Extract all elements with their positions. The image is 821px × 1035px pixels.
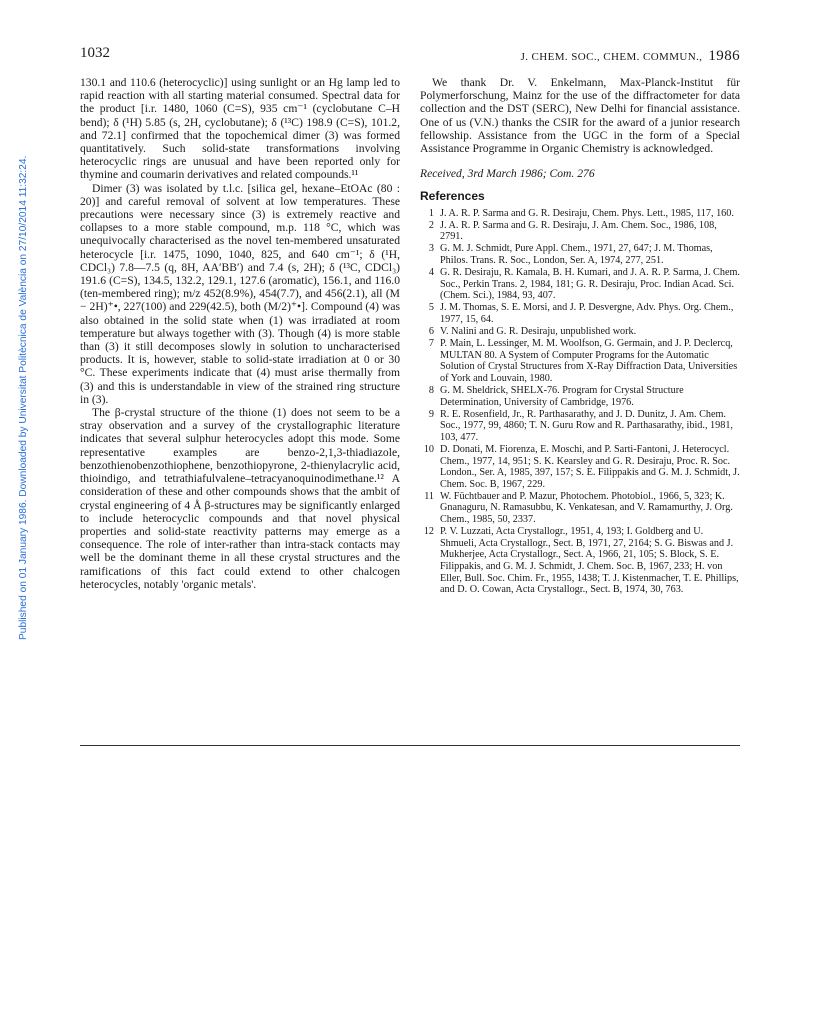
reference-item (420, 326, 740, 338)
reference-text: R. E. Rosenfield, Jr., R. Parthasarathy, and J. D. Dunitz, J. Am. Chem. Soc., 1977, 99, 4860; T. N. Guru Row and R. Parthasarathy, ibid., 1981, 103, 477. (440, 408, 733, 443)
reference-item (420, 385, 740, 408)
reference-item (420, 526, 740, 596)
reference-number: 8 (428, 385, 434, 397)
reference-item (420, 491, 740, 526)
reference-number: 11 (424, 490, 434, 502)
reference-text: G. M. Sheldrick, SHELX-76. Program for Crystal Structure Determination, University of Cambridge, 1976. (440, 385, 684, 408)
reference-text: J. A. R. P. Sarma and G. R. Desiraju, J. Am. Chem. Soc., 1986, 108, 2791. (440, 219, 717, 243)
reference-text: J. A. R. P. Sarma and G. R. Desiraju, Chem. Phys. Lett., 1985, 117, 160. (440, 207, 734, 219)
journal-running-head (521, 48, 740, 65)
reference-number: 10 (423, 444, 434, 455)
references-list (420, 208, 740, 596)
right-column (420, 76, 740, 596)
reference-item (420, 220, 740, 243)
page-number: 1032 (80, 45, 110, 61)
reference-item (420, 444, 740, 490)
reference-text: V. Nalini and G. R. Desiraju, unpublished work. (440, 326, 637, 338)
body-paragraph: Dimer (3) was isolated by t.l.c. [silica gel, hexane–EtOAc (80 : 20)] and careful removal of solvent at low temperatures. These precautions were necessary since (3) is extremely reactive and collapses to a more stable compound, m.p. 118 °C, which was unequivocally characterised as the novel ten-membered unsaturated heterocycle [i.r. 1475, 1090, 1040, 825, and 640 cm⁻¹; δ (¹H, CDCl₃) 7.8—7.5 (q, 8H, AA′BB′) and 7.4 (s, 2H); δ (¹³C, CDCl₃) 191.6 (C=S), 134.5, 132.2, 129.1, 127.6 (aromatic), 156.1, and 116.0 (ten-membered ring); m/z 452(8.9%), 454(7.7), and 456(2.1), all (M − 2H)⁺•, 227(100) and 229(42.5), both (M/2)⁺•]. Compound (4) was also obtained in the solid state when (1) was irradiated at room temperature but always together with (3). Though (4) is more stable than (3) it still decomposes slowly in solution to uncharacterised products. It is, however, stable to solid-state irradiation at 0 or 30 °C. These experiments indicate that (4) must arise thermally from (3) and this is understandable in view of the strained ring structure in (3). (80, 181, 400, 406)
reference-text: G. M. J. Schmidt, Pure Appl. Chem., 1971, 27, 647; J. M. Thomas, Philos. Trans. R. Soc., London, Ser. A, 1974, 277, 251. (440, 243, 713, 266)
reference-item (420, 243, 740, 266)
reference-text: P. V. Luzzati, Acta Crystallogr., 1951, 4, 193; I. Goldberg and U. Shmueli, Acta Crystallogr., Sect. B, 1971, 27, 2164; S. G. Biswas and J. Mukherjee, Acta Crystallogr., Sect. A, 1966, 21, 105; S. Block, S. E. Filippakis, and G. M. J. Schmidt, J. Chem. Soc. B, 1967, 233; H. von Eller, Bull. Soc. Chim. Fr., 1955, 1438; T. J. Kistenmacher, T. E. Phillips, and D. O. Cowan, Acta Crystallogr., Sect. B, 1974, 30, 763. (440, 526, 739, 596)
reference-number: 6 (428, 326, 434, 338)
body-paragraph: 130.1 and 110.6 (heterocyclic)] using sunlight or an Hg lamp led to rapid reaction with all starting material consumed. Spectral data for the product [i.r. 1480, 1060 (C=S), 935 cm⁻¹ (cyclobutane C–H bend); δ (¹H) 5.85 (s, 2H, cyclobutane); δ (¹³C) 198.9 (C=S), 101.2, and 72.1] confirmed that the topochemical dimer (3) was formed quantitatively. Such solid-state transformations involving heterocyclic rings are unusual and have been reported only for thymine and coumarin derivatives and related compounds.¹¹ (80, 76, 400, 182)
reference-text: J. M. Thomas, S. E. Morsi, and J. P. Desvergne, Adv. Phys. Org. Chem., 1977, 15, 64. (440, 302, 734, 325)
reference-number: 5 (428, 302, 434, 314)
journal-name: J. CHEM. SOC., CHEM. COMMUN., (520, 51, 703, 63)
reference-number: 9 (428, 408, 434, 420)
reference-text: G. R. Desiraju, R. Kamala, B. H. Kumari, and J. A. R. P. Sarma, J. Chem. Soc., Perkin Trans. 2, 1984, 181; G. R. Desiraju, Proc. Indian Acad. Sci. (Chem. Sci.), 1984, 93, 407. (440, 267, 740, 302)
journal-year: 1986 (708, 48, 740, 64)
reference-number: 12 (423, 526, 434, 538)
reference-number: 3 (428, 243, 434, 255)
references-heading: References (420, 189, 485, 204)
reference-number: 1 (428, 207, 434, 219)
reference-item (420, 338, 740, 384)
body-paragraph: The β-crystal structure of the thione (1) does not seem to be a stray observation and a survey of the crystallographic literature indicates that several sulphur heterocycles adopt this mode. Some representative examples are benzo-2,1,3-thiadiazole, benzothienobenzothiophene, benzothiopyrone, 2-thienylacrylic acid, thioindigo, and tetrathiafulvalene–tetracyanoquinodimethane.¹² A consideration of these and other compounds shows that the ambit of crystal engineering of 4 Å β-structures may be significantly enlarged to include heterocyclic compounds and that novel physical properties and solid-state reactivity patterns may emerge as a consequence. The role of inter-rather than intra-stack contacts may well be the dominant theme in all these crystal structures and the ramifications of this fact could extend to other chalcogen heterocycles, notably 'organic metals'. (80, 406, 400, 591)
reference-number: 7 (428, 338, 434, 350)
download-watermark (6, 155, 29, 640)
reference-number: 2 (428, 219, 434, 231)
reference-item (420, 267, 740, 302)
reference-number: 4 (428, 267, 434, 279)
page-header (80, 45, 740, 69)
footer-rule (80, 745, 740, 746)
reference-item (420, 409, 740, 444)
reference-text: P. Main, L. Lessinger, M. M. Woolfson, G. Germain, and J. P. Declercq, MULTAN 80. A System of Computer Programs for the Automatic Solution of Crystal Structures from X-Ray Diffraction Data, Universities of York and Louvain, 1980. (440, 338, 738, 384)
reference-item (420, 302, 740, 325)
reference-item (420, 208, 740, 220)
download-watermark-text: Published on 01 January 1986. Downloaded by Universitat Politècnica de València on 27/10/2014 11:32:24. (18, 155, 29, 640)
reference-text: D. Donati, M. Fiorenza, E. Moschi, and P. Sarti-Fantoni, J. Heterocycl. Chem., 1977, 14, 951; S. K. Kearsley and G. R. Desiraju, Proc. R. Soc. London., Ser. A, 1985, 397, 157; S. E. Filippakis and G. M. J. Schmidt, J. Chem. Soc. B, 1967, 229. (440, 444, 740, 490)
reference-text: W. Füchtbauer and P. Mazur, Photochem. Photobiol., 1966, 5, 323; K. Gnanaguru, N. Ramasubbu, K. Venkatesan, and V. Ramamurthy, J. Org. Chem., 1985, 50, 2337. (440, 490, 733, 526)
left-column (80, 76, 400, 591)
received-date: Received, 3rd March 1986; Com. 276 (420, 167, 595, 181)
acknowledgement: We thank Dr. V. Enkelmann, Max-Planck-Institut für Polymerforschung, Mainz for the use of the diffractometer for data collection and the DST (SERC), New Delhi for financial assistance. One of us (V.N.) thanks the CSIR for the award of a junior research fellowship. Assistance from the UGC in the form of a Special Assistance Programme in Organic Chemistry is acknowledged. (420, 76, 740, 156)
